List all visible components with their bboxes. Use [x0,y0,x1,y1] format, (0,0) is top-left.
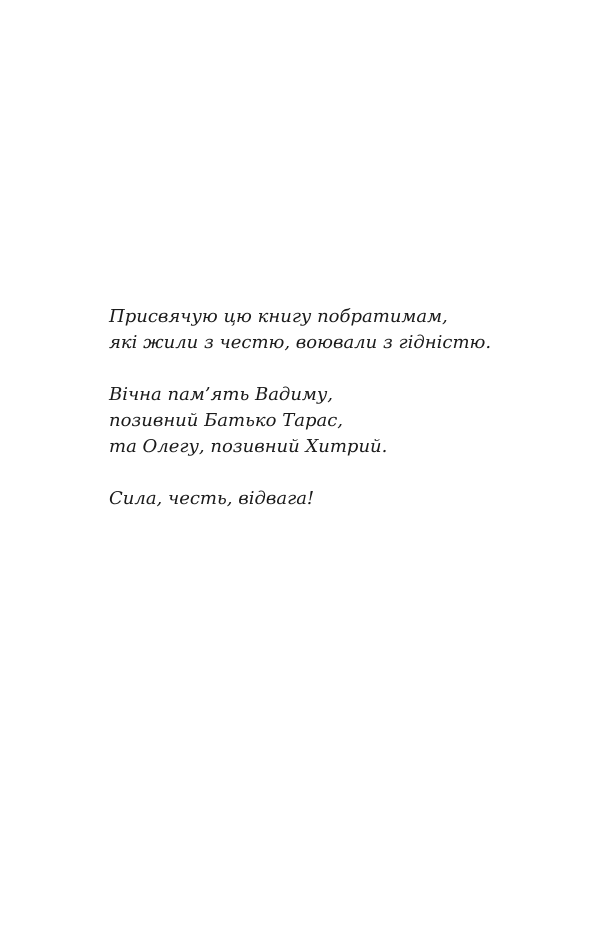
dedication-line: які жили з честю, воювали з гідністю. [109,332,492,353]
motto-stanza [109,486,569,512]
motto-line: Сила, честь, відвага! [109,488,315,509]
memorial-line: позивний Батько Тарас, [109,410,344,431]
memorial-line: та Олегу, позивний Хитрий. [109,436,388,457]
memorial-line: Вічна пам’ять Вадиму, [109,384,334,405]
dedication-line: Присвячую цю книгу побратимам, [109,306,448,327]
memorial-stanza [109,382,569,460]
dedication-text [109,304,569,538]
dedication-stanza [109,304,569,356]
